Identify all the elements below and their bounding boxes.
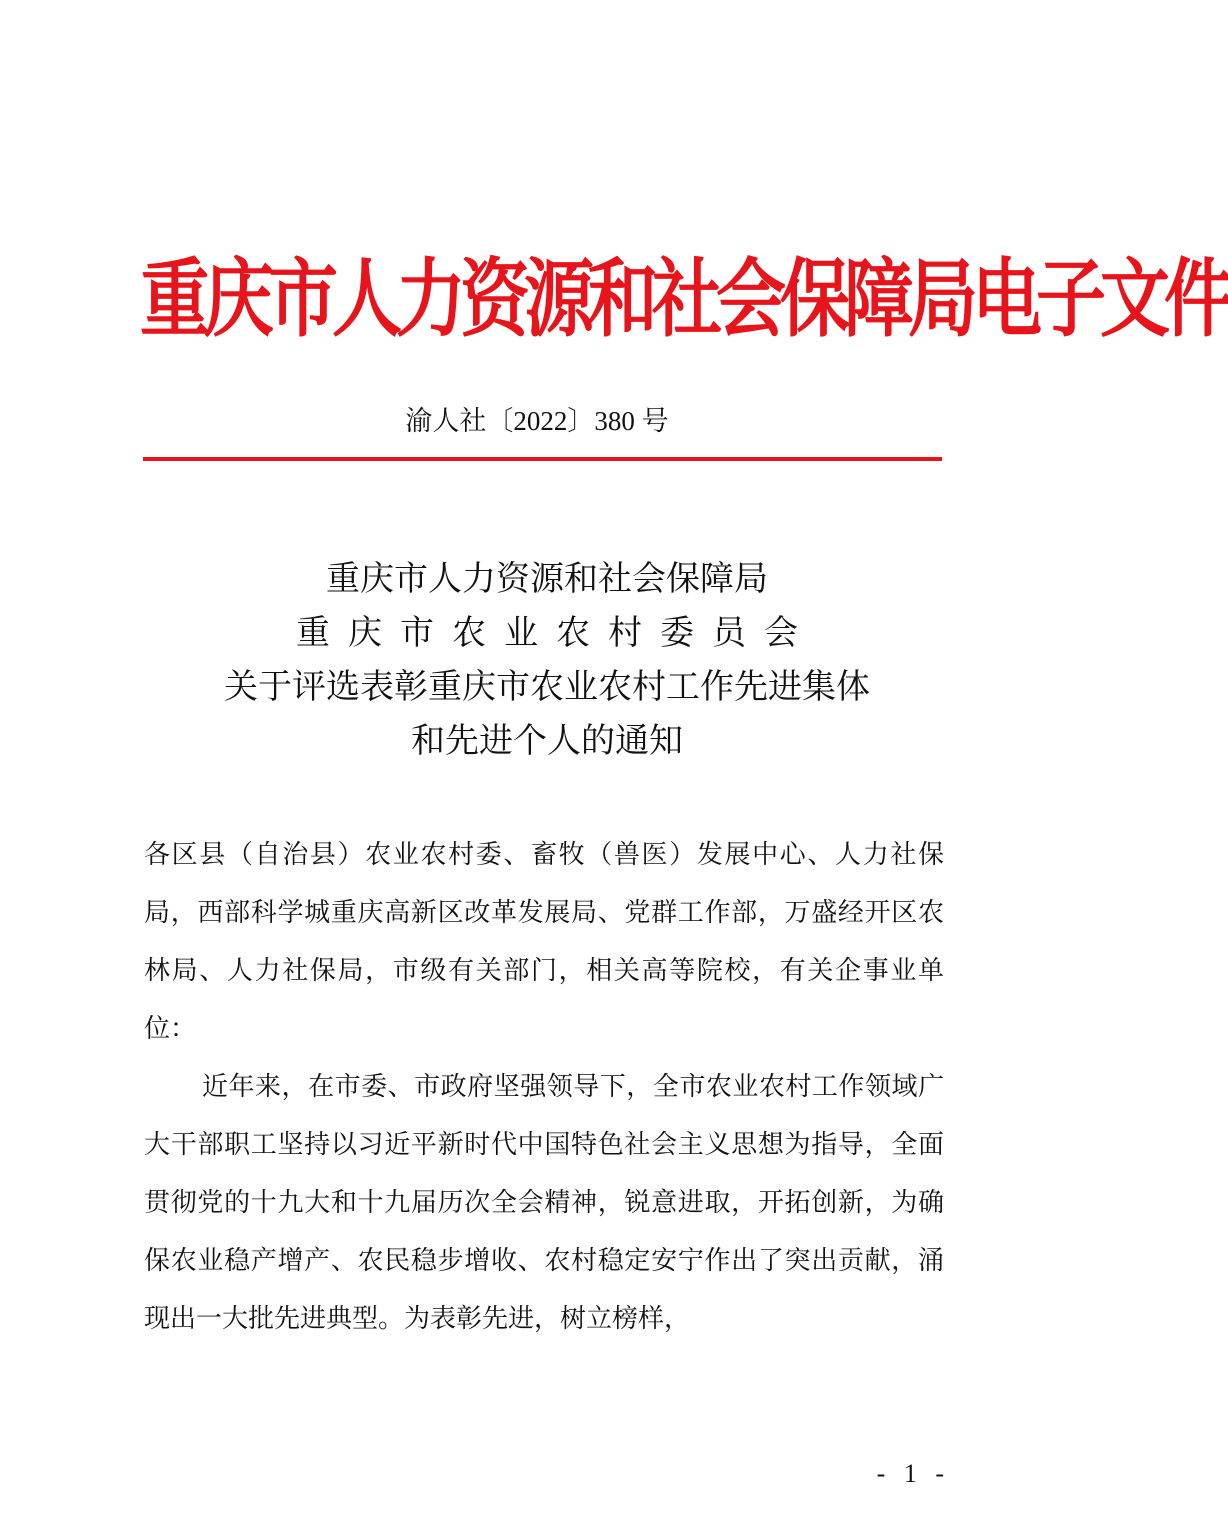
red-separator-line: [143, 457, 942, 461]
document-number: 渝人社〔2022〕380 号: [405, 406, 669, 436]
red-header-title: 重庆市人力资源和社会保障局电子文件: [140, 247, 1228, 350]
body-text: [144, 826, 944, 1348]
notice-title-line-3: 关于评选表彰重庆市农业农村工作先进集体: [224, 667, 870, 707]
body-paragraph-1: 近年来，在市委、市政府坚强领导下，全市农业农村工作领域广大干部职工坚持以习近平新时代中国特色社会主义思想为指导，全面贯彻党的十九大和十九届历次全会精神，锐意进取，开拓创新，为确保农业稳产增产、农民稳步增收、农村稳定安宁作出了突出贡献，涌现出一大批先进典型。为表彰先进，树立榜样，: [144, 1072, 944, 1334]
notice-title-line-1: 重庆市人力资源和社会保障局: [326, 559, 768, 599]
notice-title: [110, 552, 984, 768]
notice-title-line-2: 重庆市农业农村委员会: [296, 613, 816, 653]
notice-title-line-4: 和先进个人的通知: [411, 721, 683, 761]
addressees-paragraph: 各区县（自治县）农业农村委、畜牧（兽医）发展中心、人力社保局，西部科学城重庆高新区改革发展局、党群工作部，万盛经开区农林局、人力社保局，市级有关部门，相关高等院校，有关企事业单位：: [144, 840, 944, 1044]
page-number: - 1 -: [876, 1459, 950, 1488]
